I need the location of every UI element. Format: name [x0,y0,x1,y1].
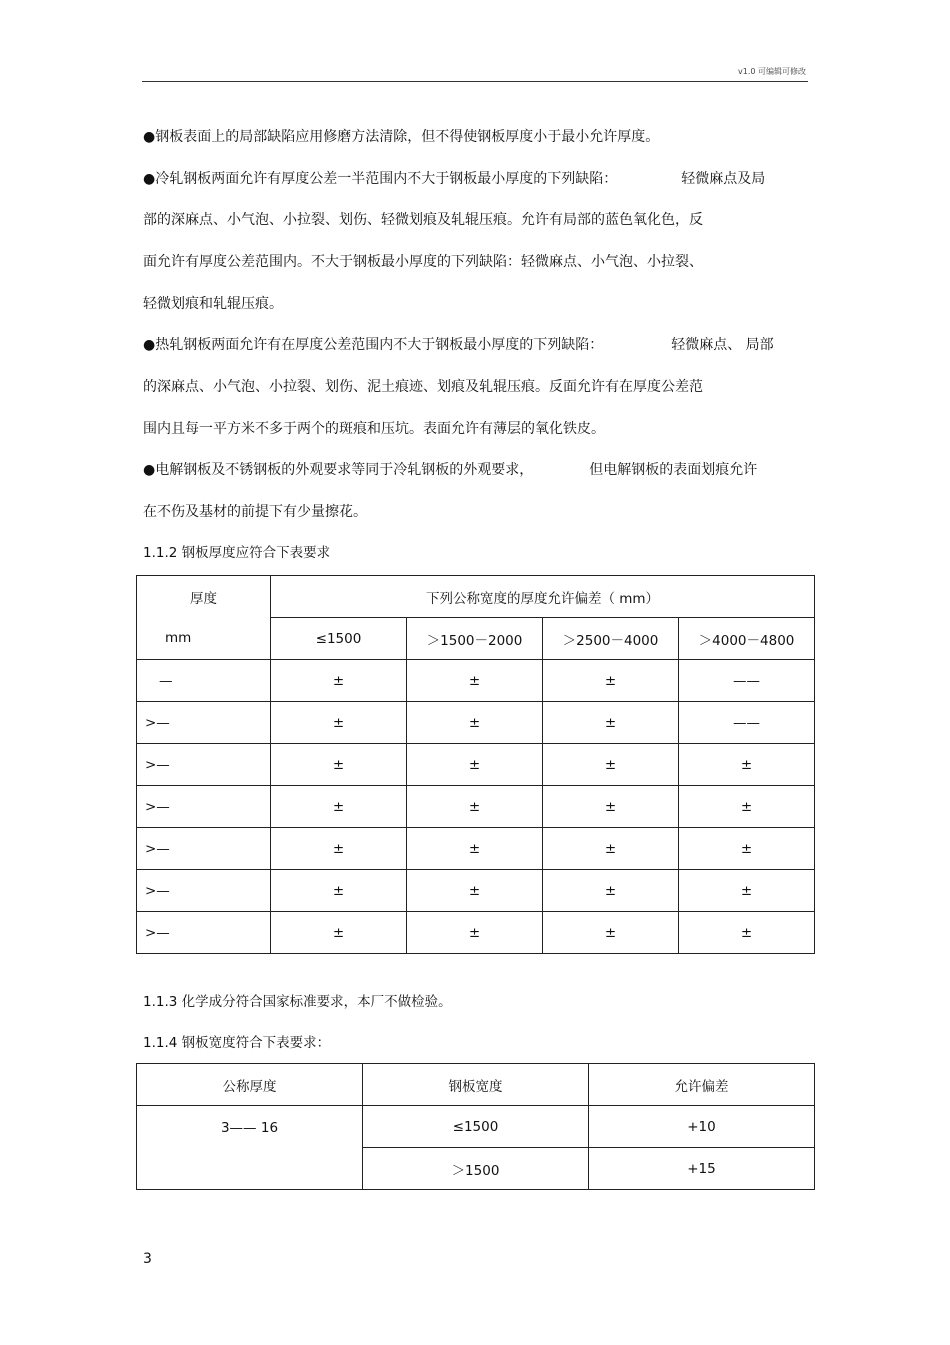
tolerance-cell: ± [407,870,543,912]
tolerance-cell: ± [543,870,679,912]
table-row [137,660,815,702]
width-tolerance-table [136,1063,815,1190]
tolerance-cell: ± [407,786,543,828]
paragraph-cold-rolled-line-3: 面允许有厚度公差范围内。不大于钢板最小厚度的下列缺陷：轻微麻点、小气泡、小拉裂、 [143,254,703,270]
tolerance-cell: ± [271,870,407,912]
header-rule [142,81,808,82]
tolerance-cell: ± [543,660,679,702]
paragraph-hot-rolled-line-2: 的深麻点、小气泡、小拉裂、划伤、泥土痕迹、划痕及轧辊压痕。反面允许有在厚度公差范 [143,379,703,395]
cold-rolled-text-b: 轻微麻点及局 [681,171,766,187]
table-row [137,702,815,744]
electrolytic-text-b: 但电解钢板的表面划痕允许 [589,462,758,478]
tolerance-cell: ± [271,660,407,702]
tolerance-cell: ± [407,828,543,870]
paragraph-cold-rolled-line-4: 轻微划痕和轧辊压痕。 [143,296,283,312]
tolerance-cell: ± [407,702,543,744]
thickness-cell: >— [137,786,271,828]
table-row [137,828,815,870]
section-title-1-1-4: 1.1.4 钢板宽度符合下表要求： [143,1035,331,1051]
paragraph-electrolytic-line-2: 在不伤及基材的前提下有少量擦花。 [143,504,367,520]
tolerance-cell: ± [679,744,815,786]
tolerance-cell: ± [543,744,679,786]
tolerance-cell: ± [271,912,407,954]
tolerance-cell: —— [679,660,815,702]
table-header-row [137,618,815,660]
header-width-col-4: ＞4000－4800 [679,618,815,660]
header-allowed-tolerance: 允许偏差 [589,1064,815,1106]
thickness-cell: >— [137,744,271,786]
header-unit-cell: mm [137,618,271,660]
thickness-cell: >— [137,702,271,744]
paragraph-cold-rolled-line-1 [143,170,765,188]
tolerance-cell: ± [271,702,407,744]
tolerance-cell: ± [271,744,407,786]
tolerance-cell: ± [679,786,815,828]
paragraph-hot-rolled-line-3: 围内且每一平方米不多于两个的斑痕和压坑。表面允许有薄层的氧化铁皮。 [143,421,605,437]
header-width-col-1: ≤1500 [271,618,407,660]
table-header-row [137,576,815,618]
header-width-col-3: ＞2500－4000 [543,618,679,660]
thickness-cell: >— [137,912,271,954]
tolerance-cell: ± [679,912,815,954]
tolerance-cell: +15 [589,1148,815,1190]
width-cell: ＞1500 [363,1148,589,1190]
page-number: 3 [143,1251,152,1267]
header-nominal-thickness: 公称厚度 [137,1064,363,1106]
hot-rolled-text-b: 轻微麻点、 局部 [671,337,774,353]
hot-rolled-text-a: ●热轧钢板两面允许有在厚度公差范围内不大于钢板最小厚度的下列缺陷： [143,337,604,353]
table-row [137,1106,815,1148]
tolerance-cell: ± [679,870,815,912]
section-title-1-1-2: 1.1.2 钢板厚度应符合下表要求 [143,545,331,561]
table-row [137,786,815,828]
thickness-tolerance-table [136,575,815,954]
tolerance-cell: ± [407,660,543,702]
width-cell: ≤1500 [363,1106,589,1148]
header-version-note: v1.0 可编辑可修改 [738,67,806,76]
header-plate-width: 钢板宽度 [363,1064,589,1106]
tolerance-cell: ± [271,786,407,828]
cold-rolled-text-a: ●冷轧钢板两面允许有厚度公差一半范围内不大于钢板最小厚度的下列缺陷： [143,171,618,187]
tolerance-cell: ± [543,702,679,744]
tolerance-cell: —— [679,702,815,744]
tolerance-cell: ± [407,744,543,786]
header-width-col-2: ＞1500－2000 [407,618,543,660]
header-thickness-cell: 厚度 [137,576,271,618]
section-title-1-1-3: 1.1.3 化学成分符合国家标准要求，本厂不做检验。 [143,994,452,1010]
tolerance-cell: ± [543,912,679,954]
tolerance-cell: ± [679,828,815,870]
thickness-cell: — [137,660,271,702]
thickness-cell: >— [137,870,271,912]
table-row [137,912,815,954]
table-row [137,744,815,786]
tolerance-cell: ± [407,912,543,954]
paragraph-electrolytic-line-1 [143,461,757,479]
nominal-thickness-cell: 3—— 16 [137,1106,363,1190]
paragraph-cold-rolled-line-2: 部的深麻点、小气泡、小拉裂、划伤、轻微划痕及轧辊压痕。允许有局部的蓝色氧化色，反 [143,212,703,228]
tolerance-cell: ± [543,786,679,828]
tolerance-cell: ± [543,828,679,870]
tolerance-cell: +10 [589,1106,815,1148]
tolerance-cell: ± [271,828,407,870]
table-row [137,870,815,912]
header-tolerance-group-cell: 下列公称宽度的厚度允许偏差（ mm） [271,576,815,618]
electrolytic-text-a: ●电解钢板及不锈钢板的外观要求等同于冷轧钢板的外观要求， [143,462,534,478]
paragraph-surface-defects: ●钢板表面上的局部缺陷应用修磨方法清除，但不得使钢板厚度小于最小允许厚度。 [143,129,660,145]
table-header-row [137,1064,815,1106]
thickness-cell: >— [137,828,271,870]
paragraph-hot-rolled-line-1 [143,336,774,354]
